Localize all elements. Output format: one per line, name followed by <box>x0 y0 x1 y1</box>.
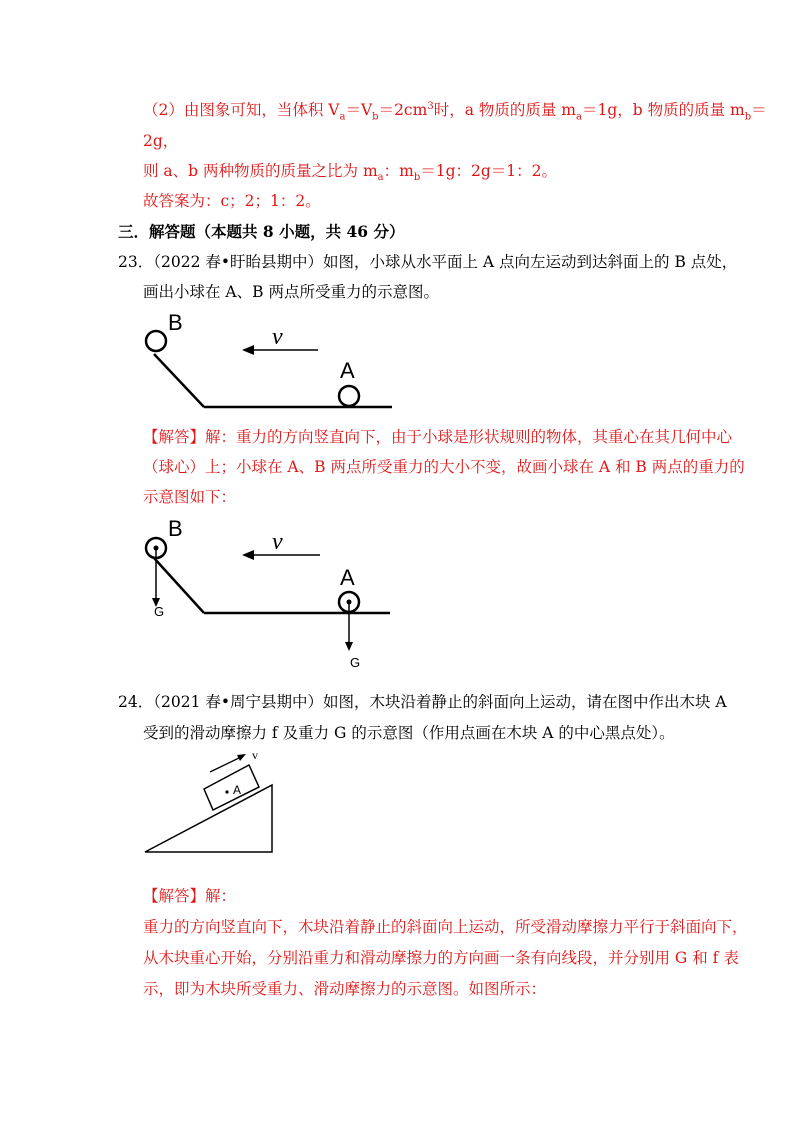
question-number: 23． <box>118 253 154 271</box>
text: （2）由图象可知，当体积 V <box>143 101 340 120</box>
answer-text: 解：重力的方向竖直向下，由于小球是形状规则的物体，其重心在其几何中心 <box>205 428 733 446</box>
velocity-arrow <box>210 757 241 772</box>
incline-line <box>154 354 204 407</box>
subscript: a <box>377 172 384 184</box>
label-b: B <box>168 310 183 335</box>
label-v: v <box>272 529 283 555</box>
answer24-line3: 示，即为木块所受重力、滑动摩擦力的示意图。如图所示： <box>143 980 547 998</box>
label-a: A <box>340 358 355 383</box>
subscript: b <box>372 111 379 123</box>
text: ＝V <box>345 101 373 120</box>
block-a <box>204 765 259 810</box>
question23-line2: 画出小球在 A、B 两点所受重力的示意图。 <box>143 283 439 301</box>
question24-line1 <box>118 692 727 712</box>
answer22-line1 <box>143 97 767 127</box>
label-g-a: G <box>350 655 361 670</box>
velocity-arrowhead <box>242 345 254 355</box>
answer22-line2: 2g， <box>143 132 179 150</box>
answer23-line1 <box>143 427 732 447</box>
label-v: v <box>272 324 283 350</box>
subscript: b <box>413 172 421 184</box>
subscript: b <box>744 111 752 123</box>
velocity-arrowhead <box>242 550 254 560</box>
question-text: （2021 春•周宁县期中）如图，木块沿着静止的斜面向上运动，请在图中作出木块 A <box>153 693 727 711</box>
answer22-line4: 故答案为：c；2；1：2。 <box>143 192 321 210</box>
q23-figure <box>140 308 400 413</box>
label-a: A <box>233 783 242 797</box>
text: 时，a 物质的质量 m <box>433 101 576 120</box>
superscript: 3 <box>427 101 434 112</box>
answer23-line2: （球心）上；小球在 A、B 两点所受重力的大小不变，故画小球在 A 和 B 两点的重力的 <box>143 458 745 476</box>
question23-line1 <box>118 252 737 272</box>
answer24-line1: 重力的方向竖直向下，木块沿着静止的斜面向上运动，所受滑动摩擦力平行于斜面向下， <box>143 918 748 936</box>
question-number: 24． <box>118 693 154 711</box>
label-g-b: G <box>154 604 165 619</box>
text: 则 a、b 两种物质的质量之比为 m <box>143 162 378 180</box>
answer24-head <box>143 886 236 906</box>
answer-text: 解： <box>205 887 237 905</box>
ball-b <box>146 331 166 351</box>
text: ＝2cm <box>378 101 428 120</box>
answer23-line3: 示意图如下： <box>143 488 237 506</box>
text: ＝ <box>751 101 767 120</box>
text: ：m <box>383 162 414 180</box>
section-heading: 三．解答题（本题共 8 小题，共 46 分） <box>118 222 405 241</box>
velocity-arrowhead <box>237 754 246 761</box>
question24-line2: 受到的滑动摩擦力 f 及重力 G 的示意图（作用点画在木块 A 的中心黑点处）。 <box>143 724 675 742</box>
q23-answer-figure <box>140 512 400 670</box>
subscript: a <box>575 111 582 123</box>
label-a: A <box>340 565 355 590</box>
incline-triangle <box>145 785 272 852</box>
ball-a <box>339 386 359 406</box>
answer24-line2: 从木块重心开始，分别沿重力和滑动摩擦力的方向画一条有向线段，并分别用 G 和 f 表 <box>143 949 739 967</box>
q24-figure <box>140 748 280 858</box>
label-v: v <box>252 748 258 762</box>
subscript: a <box>339 111 346 123</box>
gravity-arrowhead-a <box>345 642 353 651</box>
text: ＝1g：2g＝1：2。 <box>420 162 558 180</box>
answer-tag: 【解答】 <box>143 887 206 905</box>
block-center-dot <box>225 790 228 793</box>
answer-tag: 【解答】 <box>143 428 206 446</box>
answer22-line3 <box>143 161 557 188</box>
label-b: B <box>168 516 183 541</box>
question-text: （2022 春•盱眙县期中）如图，小球从水平面上 A 点向左运动到达斜面上的 B 点处， <box>153 253 738 271</box>
text: ＝1g，b 物质的质量 m <box>581 101 745 120</box>
